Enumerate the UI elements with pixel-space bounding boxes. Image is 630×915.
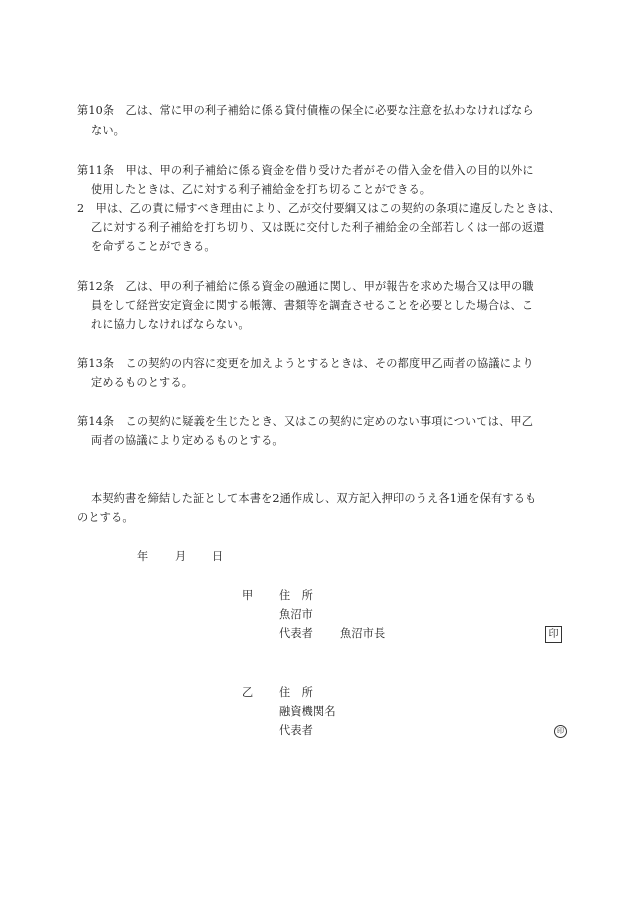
- article-14-line-2: 両者の協議により定めるものとする。: [91, 434, 284, 447]
- date-month: 月: [175, 550, 187, 563]
- date-year: 年: [137, 550, 149, 563]
- article-11-line-1: 第11条 甲は、甲の利子補給に係る資金を借り受けた者がその借入金を借入の目的以外に: [77, 164, 534, 177]
- party-a-rep-label: 代表者: [279, 627, 314, 640]
- date-day: 日: [212, 550, 224, 563]
- article-12-line-1: 第12条 乙は、甲の利子補給に係る資金の融通に関し、甲が報告を求めた場合又は甲の職: [77, 280, 534, 293]
- party-a-city: 魚沼市: [279, 608, 314, 621]
- party-b-institution: 融資機関名: [279, 705, 336, 718]
- article-13-line-2: 定めるものとする。: [91, 376, 194, 389]
- party-a-address-label: 住 所: [279, 589, 314, 602]
- party-a-seal-mark: 印: [545, 626, 562, 643]
- party-b-label: 乙: [242, 686, 254, 699]
- article-11-para-2-line-1: 2 甲は、乙の責に帰すべき理由により、乙が交付要綱又はこの契約の条項に違反したときは、: [77, 202, 561, 215]
- article-12-line-3: れに協力しなければならない。: [91, 318, 250, 331]
- closing-line-1: 本契約書を締結した証として本書を2通作成し、双方記入押印のうえ各1通を保有するも: [91, 492, 537, 505]
- party-a-label: 甲: [242, 589, 254, 602]
- article-11-para-2-line-2: 乙に対する利子補給を打ち切り、又は既に交付した利子補給金の全部若しくは一部の返還: [91, 221, 545, 234]
- article-10-line-2: ない。: [91, 124, 126, 137]
- article-10-line-1: 第10条 乙は、常に甲の利子補給に係る貸付債権の保全に必要な注意を払わなければなら: [77, 104, 534, 117]
- article-14-line-1: 第14条 この契約に疑義を生じたとき、又はこの契約に定めのない事項については、甲乙: [77, 415, 534, 428]
- closing-line-2: のとする。: [77, 511, 134, 524]
- article-11-para-2-line-3: を命ずることができる。: [91, 240, 216, 253]
- party-b-seal-mark: 印: [554, 725, 567, 738]
- party-b-address-label: 住 所: [279, 686, 314, 699]
- party-a-rep-name: 魚沼市長: [340, 627, 386, 640]
- article-11-line-2: 使用したときは、乙に対する利子補給金を打ち切ることができる。: [91, 183, 432, 196]
- article-13-line-1: 第13条 この契約の内容に変更を加えようとするときは、その都度甲乙両者の協議により: [77, 357, 534, 370]
- article-12-line-2: 員をして経営安定資金に関する帳簿、書類等を調査させることを必要とした場合は、こ: [91, 299, 534, 312]
- party-b-rep-label: 代表者: [279, 724, 314, 737]
